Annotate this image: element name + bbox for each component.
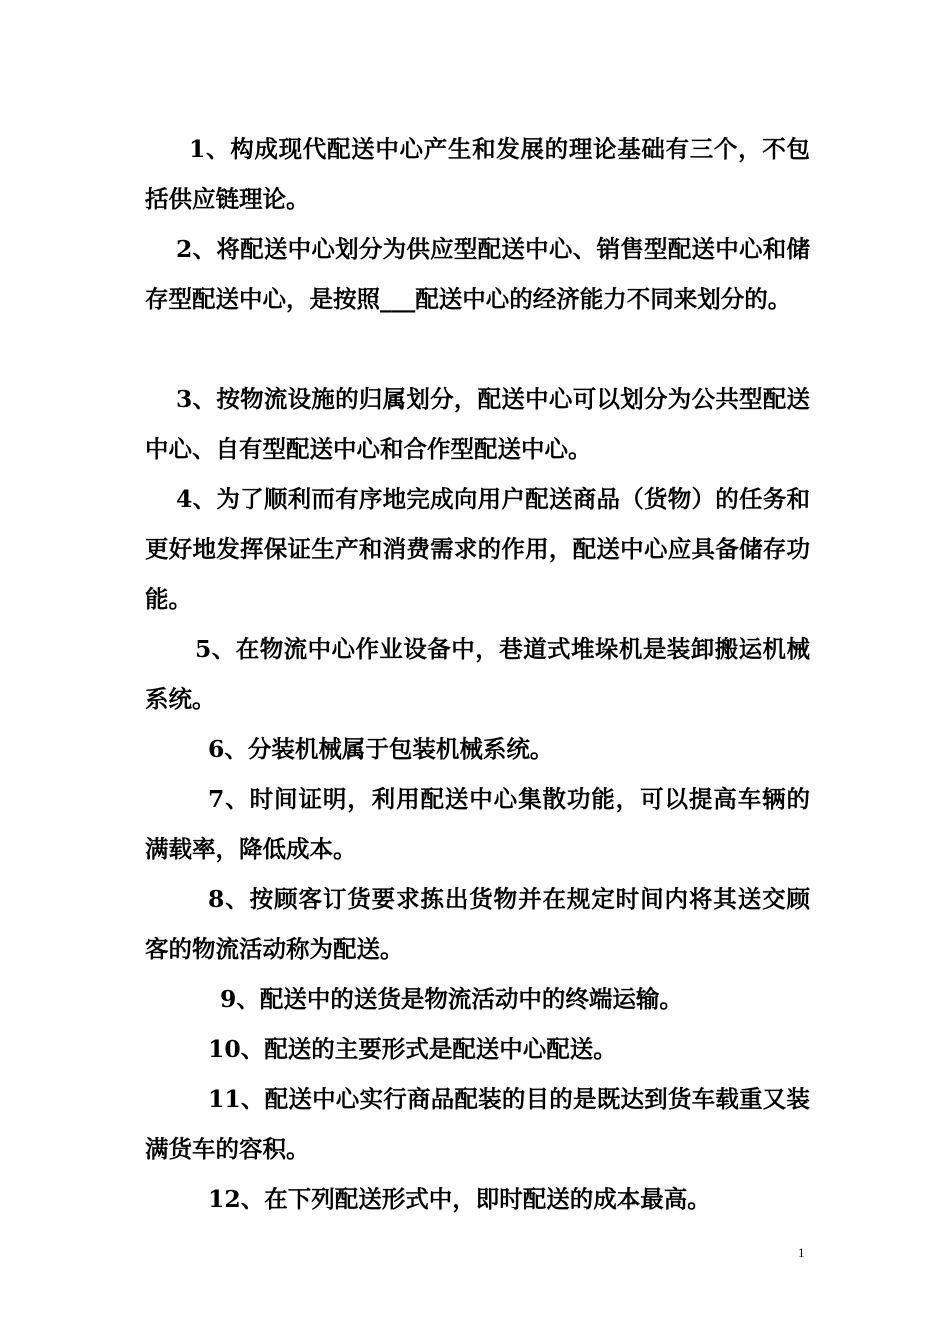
paragraph-9: 9、配送中的送货是物流活动中的终端运输。 [220, 985, 683, 1013]
paragraph-10: 10、配送的主要形式是配送中心配送。 [208, 1035, 617, 1063]
paragraph-6: 6、分装机械属于包装机械系统。 [208, 735, 554, 763]
page-number: 1 [798, 1245, 805, 1260]
paragraph-1: 1、构成现代配送中心产生和发展的理论基础有三个，不包括供应链理论。 [145, 135, 810, 213]
paragraph-2: 2、将配送中心划分为供应型配送中心、销售型配送中心和储存型配送中心，是按照___配送中心的经济能力不同来划分的。 [145, 235, 810, 313]
paragraph-3: 3、按物流设施的归属划分，配送中心可以划分为公共型配送中心、自有型配送中心和合作型配送中心。 [145, 385, 810, 463]
paragraph-11: 11、配送中心实行商品配装的目的是既达到货车载重又装满货车的容积。 [145, 1085, 810, 1163]
paragraph-8: 8、按顾客订货要求拣出货物并在规定时间内将其送交顾客的物流活动称为配送。 [145, 885, 810, 963]
paragraph-12: 12、在下列配送形式中，即时配送的成本最高。 [208, 1185, 711, 1213]
paragraph-4: 4、为了顺利而有序地完成向用户配送商品（货物）的任务和更好地发挥保证生产和消费需求的作用，配送中心应具备储存功能。 [145, 485, 810, 613]
paragraph-7: 7、时间证明，利用配送中心集散功能，可以提高车辆的满载率，降低成本。 [145, 785, 810, 863]
paragraph-5: 5、在物流中心作业设备中，巷道式堆垛机是装卸搬运机械系统。 [145, 635, 810, 713]
